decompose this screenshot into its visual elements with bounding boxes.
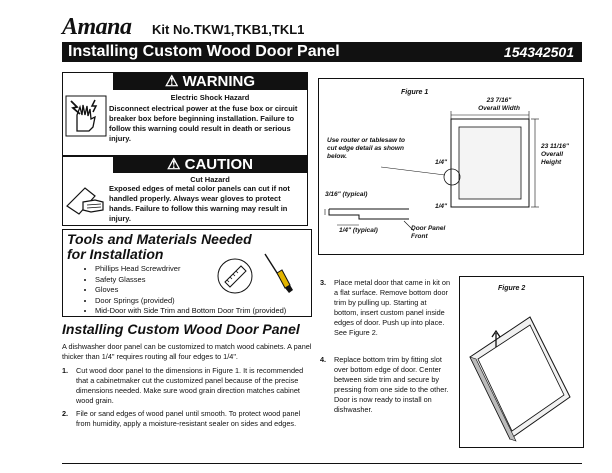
step-number: 3. (320, 278, 327, 287)
figure-2-drawing (460, 277, 583, 447)
tools-box (62, 229, 312, 317)
caution-label: CAUTION (184, 156, 253, 173)
warning-header (113, 73, 307, 90)
step-text: Place metal door that came in kit on a flat surface. Remove bottom door trim by pulling up. Starting at bottom, insert custom panel inside edges of door. Push up into place. See Figure 2. (334, 278, 450, 337)
height-label: Overall Height (541, 151, 564, 166)
router-note: Use router or tablesaw to cut edge detail as shown below. (327, 137, 406, 160)
step-number: 4. (320, 355, 327, 364)
step-number: 1. (62, 366, 69, 375)
step-text: Replace bottom trim by fitting slot over bottom edge of door. Center between side trim and secure by pressing from one side to the other. Door is now ready to install on dishwasher. (334, 355, 449, 414)
warning-subtitle: Electric Shock Hazard (170, 93, 250, 102)
step-text: Cut wood door panel to the dimensions in Figure 1. It is recommended that a cabinetmaker cut the customized panel because of the precise dimensions needed. Make sure wood grain direction matches cabinet wood grain. (76, 366, 304, 405)
quarter-side: 1/4" (435, 203, 448, 210)
title-bar (62, 42, 582, 62)
figure-2-label: Figure 2 (498, 285, 526, 292)
door-panel-front: Door Panel Front (411, 225, 446, 240)
width-value: 23 7/16" (486, 97, 512, 104)
figure-1 (318, 78, 584, 255)
tools-illustration (213, 252, 303, 294)
quarter-top: 1/4" (435, 159, 448, 166)
cut-hazard-icon (65, 176, 107, 218)
width-label: Overall Width (478, 105, 520, 112)
brand-logo: Amana (62, 14, 132, 40)
section-heading: Installing Custom Wood Door Panel (62, 321, 300, 337)
list-item: • Gloves (95, 285, 286, 296)
tools-heading: Tools and Materials Needed for Installation (67, 231, 252, 262)
caution-body: Exposed edges of metal color panels can cut if not handled properly. Always wear gloves to protect hands. Failure to follow this warning may result in injury. (109, 184, 290, 223)
step-text: File or sand edges of wood panel until smooth. To protect wood panel from humidity, apply a moisture-resistant sealer on sides and edges. (76, 409, 301, 428)
electric-shock-icon (65, 95, 107, 137)
list-item: • Safety Glasses (95, 275, 286, 286)
typical-bottom: 1/4" (typical) (339, 227, 378, 234)
list-item: • Mid-Door with Side Trim and Bottom Door Trim (provided) (95, 306, 286, 317)
part-number: 154342501 (503, 44, 574, 60)
warning-body: Disconnect electrical power at the fuse box or circuit breaker box before beginning installation. Failure to follow this warning could result in death or serious injury. (109, 104, 298, 143)
list-item: • Phillips Head Screwdriver (95, 264, 286, 275)
bottom-rule (62, 463, 582, 464)
height-value: 23 11/16" (541, 143, 569, 150)
warning-label: WARNING (182, 73, 256, 90)
kit-number: Kit No.TKW1,TKB1,TKL1 (152, 22, 305, 37)
warning-icon: ⚠ (164, 73, 179, 90)
figure-1-label: Figure 1 (401, 89, 429, 96)
section-intro: A dishwasher door panel can be customized to match wood cabinets. A panel thicker than 1/4" requires routing all four edges to 1/4". (62, 342, 312, 361)
caution-header (113, 156, 307, 173)
caution-icon: ⚠ (167, 156, 181, 173)
warning-box (62, 72, 308, 157)
typical-top: 3/16" (typical) (325, 191, 368, 198)
page-title: Installing Custom Wood Door Panel (68, 43, 340, 60)
figure-2 (459, 276, 584, 448)
step-number: 2. (62, 409, 69, 418)
caution-subtitle: Cut Hazard (190, 175, 230, 184)
list-item: • Door Springs (provided) (95, 296, 286, 307)
caution-box (62, 155, 308, 226)
